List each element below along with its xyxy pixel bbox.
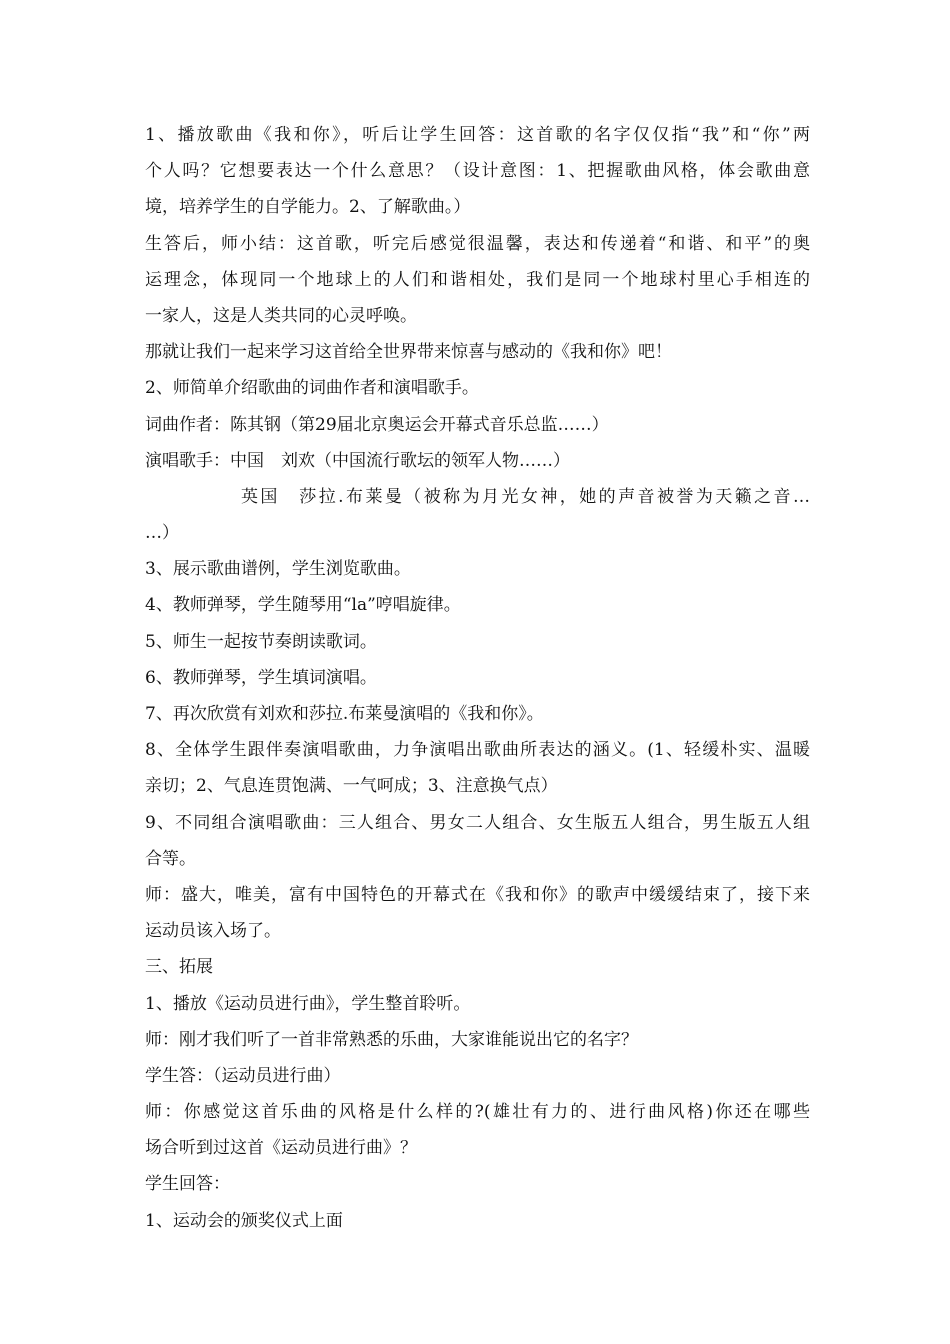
text-line: 8、全体学生跟伴奏演唱歌曲，力争演唱出歌曲所表达的涵义。(1、轻缓朴实、温暖: [145, 740, 810, 761]
text-line: 运理念，体现同一个地球上的人们和谐相处，我们是同一个地球村里心手相连的: [145, 269, 810, 290]
text-line: 1、运动会的颁奖仪式上面: [145, 1210, 343, 1231]
text-line: 5、师生一起按节奏朗读歌词。: [145, 631, 377, 652]
composer-line: 词曲作者：陈其钢（第29届北京奥运会开幕式音乐总监……）: [145, 414, 609, 435]
text-line: 2、师简单介绍歌曲的词曲作者和演唱歌手。: [145, 378, 479, 399]
text-line: 7、再次欣赏有刘欢和莎拉.布莱曼演唱的《我和你》。: [145, 704, 544, 724]
text-line: 4、教师弹琴，学生随琴用“la”哼唱旋律。: [145, 595, 461, 616]
text-line: 9、不同组合演唱歌曲：三人组合、男女二人组合、女生版五人组合，男生版五人组: [145, 812, 810, 833]
text-line: 师：你感觉这首乐曲的风格是什么样的?(雄壮有力的、进行曲风格)你还在哪些: [145, 1102, 810, 1123]
text-line: 师：刚才我们听了一首非常熟悉的乐曲，大家谁能说出它的名字？: [145, 1029, 638, 1050]
text-line: 学生答：（运动员进行曲）: [145, 1065, 341, 1086]
text-line: 场合听到过这首《运动员进行曲》？: [145, 1138, 417, 1159]
text-line: …）: [145, 523, 179, 544]
text-line: 3、展示歌曲谱例，学生浏览歌曲。: [145, 559, 411, 580]
text-line: 1、播放《运动员进行曲》，学生整首聆听。: [145, 993, 471, 1014]
section-heading: 三、拓展: [145, 957, 213, 978]
text-line: 1、播放歌曲《我和你》，听后让学生回答：这首歌的名字仅仅指“我”和“你”两: [145, 125, 810, 145]
text-line: 个人吗？它想要表达一个什么意思？（设计意图：1、把握歌曲风格，体会歌曲意: [145, 161, 810, 182]
text-line: 一家人，这是人类共同的心灵呼唤。: [145, 305, 417, 326]
text-line: 师：盛大，唯美，富有中国特色的开幕式在《我和你》的歌声中缓缓结束了，接下来: [145, 884, 810, 905]
text-line: 境，培养学生的自学能力。2、了解歌曲。）: [145, 197, 471, 218]
text-line: 运动员该入场了。: [145, 921, 281, 942]
text-line: 生答后，师小结：这首歌，听完后感觉很温馨，表达和传递着“和谐、和平”的奥: [145, 233, 810, 254]
text-line: 亲切；2、气息连贯饱满、一气呵成；3、注意换气点）: [145, 776, 558, 797]
text-line: 合等。: [145, 848, 196, 869]
document-body: [145, 117, 810, 1239]
text-line: 6、教师弹琴，学生填词演唱。: [145, 667, 377, 688]
singer-line-china: 演唱歌手：中国 刘欢（中国流行歌坛的领军人物……）: [145, 450, 570, 471]
text-line: 那就让我们一起来学习这首给全世界带来惊喜与感动的《我和你》吧！: [145, 342, 672, 363]
singer-line-uk: 英国 莎拉.布莱曼（被称为月光女神，她的声音被誉为天籁之音…: [241, 486, 810, 507]
text-line: 学生回答：: [145, 1174, 230, 1195]
